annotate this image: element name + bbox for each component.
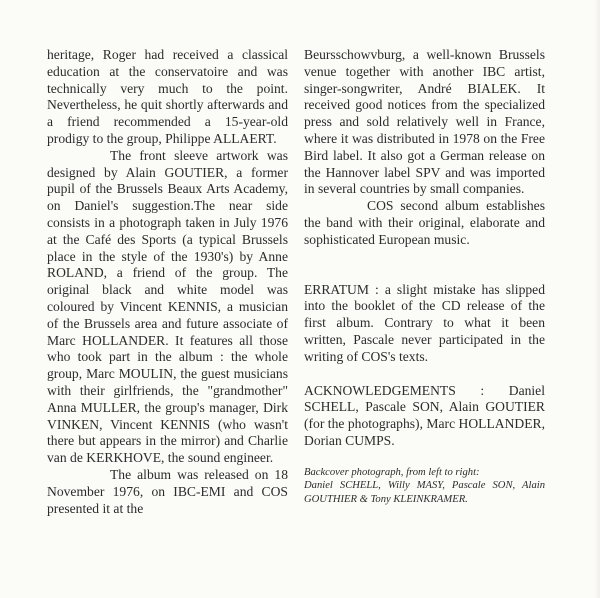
acknowledgements-paragraph: ACKNOWLEDGEMENTS : Daniel SCHELL, Pascale SON, Alain GOUTIER (for the photographs), Marc HOLLANDER, Dorian CUMPS. <box>304 382 545 448</box>
left-text-column <box>47 47 288 517</box>
caption-line-2: Daniel SCHELL, Willy MASY, Pascale SON, Alain GOUTHIER & Tony KLEINKRAMER. <box>304 480 545 505</box>
paragraph-heritage: heritage, Roger had received a classical education at the conservatoire and was technically very much to the point. Nevertheless, he quit shortly afterwards and a friend recommended a 15-year-old prodigy to the group, Philippe ALLAERT. <box>47 47 288 146</box>
paragraph-beursschouwburg: Beursschowvburg, a well-known Brussels venue together with another IBC artist, singer-songwriter, André BIALEK. It received good notices from the specialized press and sold relatively well in France, where it was distributed in 1978 on the Free Bird label. It also got a German release on the Hannover label SPV and was imported in several countries by small companies. <box>304 47 545 197</box>
caption-line-1: Backcover photograph, from left to right: <box>304 466 480 478</box>
paragraph-album-release: The album was released on 18 November 1976, on IBC-EMI and COS presented it at the <box>47 466 288 516</box>
paragraph-second-album: COS second album establishes the band with their original, elaborate and sophisticated European music. <box>304 198 545 247</box>
right-text-column <box>304 47 545 506</box>
erratum-paragraph: ERRATUM : a slight mistake has slipped into the booklet of the CD release of the first album. Contrary to what it been written, Pascale never participated in the writing of COS's texts. <box>304 281 545 364</box>
paragraph-sleeve-artwork: The front sleeve artwork was designed by Alain GOUTIER, a former pupil of the Brussels Beaux Arts Academy, on Daniel's suggestion.The near side consists in a photograph taken in July 1976 at the Café des Sports (a typical Brussels place in the style of the 1930's) by Anne ROLAND, a friend of the group. The original black and white model was coloured by Vincent KENNIS, a musician of the Brussels area and future associate of Marc HOLLANDER. It features all those who took part in the album : the whole group, Marc MOULIN, the guest musicians with their girlfriends, the "grandmother" Anna MULLER, the group's manager, Dirk VINKEN, Vincent KENNIS (who wasn't there but appears in the mirror) and Charlie van de KERKHOVE, the sound engineer. <box>47 147 288 466</box>
photo-caption <box>304 466 545 507</box>
page-edge-shadow <box>594 0 600 598</box>
